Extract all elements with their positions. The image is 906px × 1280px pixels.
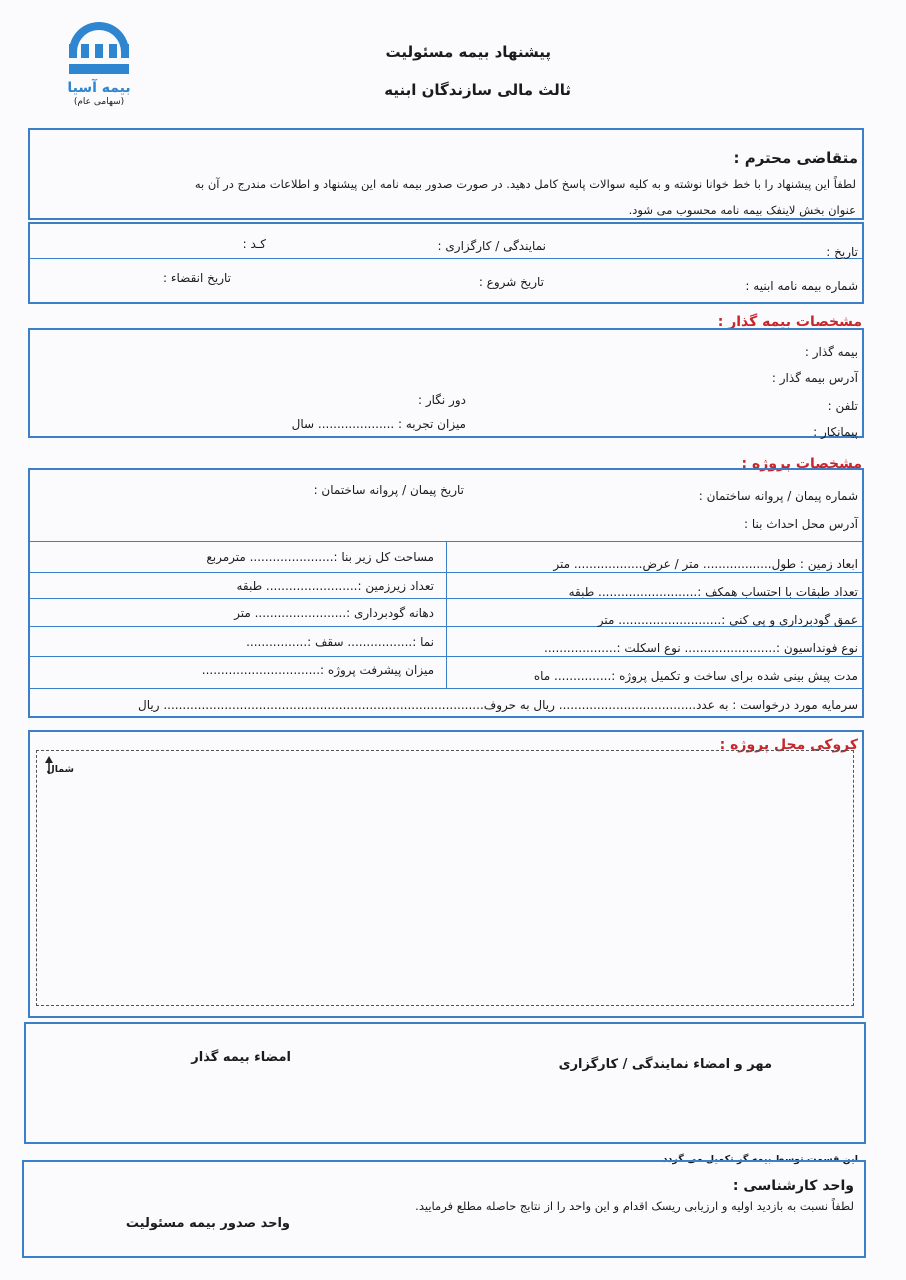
expert-heading: واحد کارشناسی : [732,1178,854,1194]
issuer-unit-label: واحد صدور بیمه مسئولیت [125,1216,290,1231]
expert-text: لطفاً نسبت به بازدید اولیه و ارزیابی ریسک اقدام و این واحد را از نتایج حاصله مطلع فرمایید. [415,1199,854,1213]
date-label[interactable]: تاریخ : [826,245,858,259]
applicant-line2: عنوان بخش لاینفک بیمه نامه محسوب می شود. [628,203,856,217]
duration-field[interactable]: مدت پیش بینی شده برای ساخت و تکمیل پروژه :............... ماه [533,669,858,683]
page-subtitle: ثالث مالی سازندگان ابنیه [384,81,571,99]
site-address-label[interactable]: آدرس محل احداث بنا : [744,517,858,531]
progress-field[interactable]: میزان پیشرفت پروژه :............................... [201,663,434,677]
logo-sub: (سهامی عام) [73,97,125,107]
project-grid-column-divider [446,541,447,688]
insurer-note: این قسمت توسط بیمه گر تکمیل می گردد. [659,1154,858,1165]
excavation-depth-field[interactable]: عمق گودبرداری و پی کنی :........................... متر [597,613,858,627]
page-title: پیشنهاد بیمه مسئولیت [385,43,551,61]
total-area-field[interactable]: مساحت کل زیر بنا :...................... مترمربع [206,550,434,564]
excavation-span-field[interactable]: دهانه گودبرداری :........................ متر [234,606,434,620]
agency-signature-label: مهر و امضاء نمایندگی / کارگزاری [558,1057,772,1072]
applicant-line1: لطفاً این پیشنهاد را با خط خوانا نوشته و به کلیه سوالات پاسخ کامل دهید. در صورت صدور بیمه نامه این پیشنهاد و اطلاعات مندرج در آن به [194,177,856,191]
facade-roof-field[interactable]: نما :................. سقف :................ [246,635,434,649]
code-label[interactable]: کـد : [242,237,266,251]
agency-label[interactable]: نمایندگی / کارگزاری : [437,239,546,253]
contract-date-label[interactable]: تاریخ پیمان / پروانه ساختمان : [313,483,464,497]
signature-box [24,1022,866,1144]
basements-field[interactable]: تعداد زیرزمین :........................ طبقه [236,579,434,593]
insurer-heading: مشخصات بیمه گذار : [717,314,862,330]
experience-label[interactable]: میزان تجربه : .................... سال [291,417,466,431]
foundation-type-field[interactable]: نوع فونداسیون :........................ نوع اسکلت :................... [544,641,858,655]
company-logo [54,14,144,108]
land-dimensions-field[interactable]: ابعاد زمین : طول.................. متر / عرض.................. متر [553,557,858,571]
policy-info-box [28,222,864,304]
insured-label[interactable]: بیمه گذار : [804,345,858,359]
start-date-label[interactable]: تاریخ شروع : [478,275,544,289]
insured-address-label[interactable]: آدرس بیمه گذار : [771,371,858,385]
floors-count-field[interactable]: تعداد طبقات با احتساب همکف :.......................... طبقه [568,585,858,599]
applicant-heading: متقاضی محترم : [733,149,858,167]
phone-label[interactable]: تلفن : [827,399,858,413]
policy-number-label[interactable]: شماره بیمه نامه ابنیه : [745,279,858,293]
fax-label[interactable]: دور نگار : [417,393,466,407]
project-heading: مشخصات پروژه : [741,456,862,472]
north-label: شمال [46,764,74,775]
asia-insurance-emblem-icon [64,14,134,76]
requested-capital-field[interactable]: سرمایه مورد درخواست : به عدد.................................... ریال به حروف.................................................................................... ریال [138,698,858,712]
logo-name: بیمه آسیا [67,80,131,96]
sketch-drawing-area[interactable] [36,750,854,1006]
sketch-heading: کروکی محل پروژه : [719,737,858,753]
contract-number-label[interactable]: شماره پیمان / پروانه ساختمان : [698,489,858,503]
policy-info-divider [30,258,862,259]
contractor-label[interactable]: پیمانکار : [813,425,858,439]
project-grid-row5 [30,688,862,689]
expiry-date-label[interactable]: تاریخ انقضاء : [163,271,231,285]
insured-signature-label: امضاء بیمه گذار [191,1050,291,1065]
